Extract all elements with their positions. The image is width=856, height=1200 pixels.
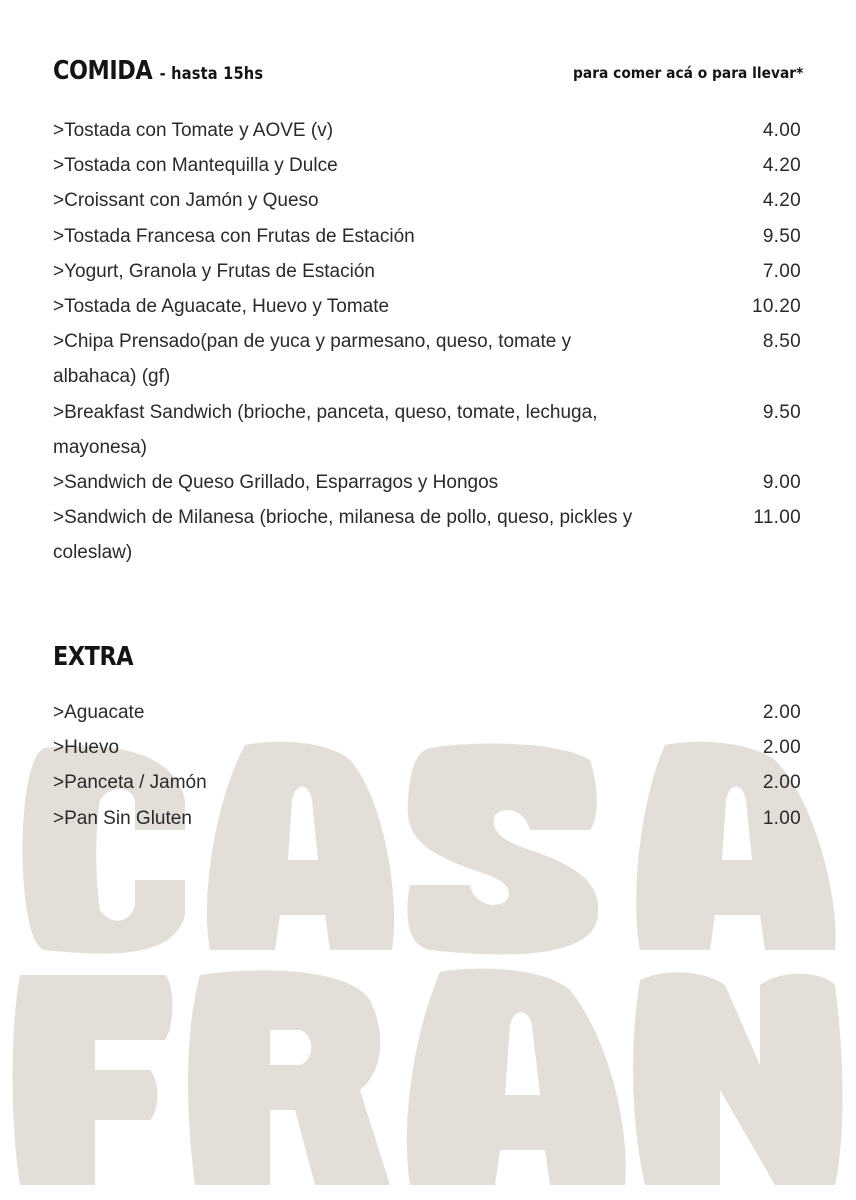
item-price: 9.00 <box>762 472 801 494</box>
item-price: 1.00 <box>762 807 801 829</box>
item-name: >Huevo <box>53 737 120 759</box>
comida-title-group <box>53 56 263 86</box>
item-price: 9.50 <box>762 225 801 247</box>
item-name: >Panceta / Jamón <box>53 772 207 794</box>
item-price: 9.50 <box>762 401 801 423</box>
menu-item <box>53 289 801 324</box>
item-name: >Sandwich de Milanesa (brioche, milanesa de pollo, queso, pickles y coleslaw) <box>53 507 633 564</box>
extra-header <box>53 642 803 682</box>
item-name: >Tostada de Aguacate, Huevo y Tomate <box>53 296 390 318</box>
item-price: 11.00 <box>753 507 801 529</box>
item-price: 4.20 <box>762 190 801 212</box>
menu-item <box>53 500 801 570</box>
item-price: 4.00 <box>762 120 801 141</box>
comida-list <box>53 113 801 571</box>
item-name: >Tostada con Tomate y AOVE (v) <box>53 120 334 141</box>
item-name: >Croissant con Jamón y Queso <box>53 190 319 212</box>
menu-item <box>53 113 801 148</box>
extra-title: EXTRA <box>53 642 134 672</box>
comida-note: para comer acá o para llevar* <box>572 64 803 82</box>
item-price: 2.00 <box>762 772 801 794</box>
item-price: 7.00 <box>762 260 801 282</box>
menu-item <box>53 219 801 254</box>
menu-item <box>53 695 801 730</box>
menu-item <box>53 730 801 765</box>
comida-title: COMIDA <box>53 56 153 86</box>
menu-item <box>53 465 801 500</box>
menu-item <box>53 148 801 183</box>
item-name: >Yogurt, Granola y Frutas de Estación <box>53 260 375 282</box>
extra-list <box>53 695 801 836</box>
menu-item <box>53 395 801 465</box>
item-name: >Sandwich de Queso Grillado, Esparragos y Hongos <box>53 472 499 494</box>
item-name: >Breakfast Sandwich (brioche, panceta, queso, tomate, lechuga, mayonesa) <box>53 401 598 458</box>
comida-subtitle: - hasta 15hs <box>159 64 264 84</box>
item-price: 10.20 <box>751 296 801 318</box>
item-name: >Tostada con Mantequilla y Dulce <box>53 155 338 177</box>
menu-item <box>53 801 801 836</box>
menu-item <box>53 324 801 394</box>
item-name: >Pan Sin Gluten <box>53 807 192 829</box>
item-name: >Aguacate <box>53 702 145 723</box>
item-price: 4.20 <box>762 155 801 177</box>
item-price: 2.00 <box>762 737 801 759</box>
menu-item <box>53 183 801 218</box>
item-price: 2.00 <box>762 702 801 723</box>
comida-header <box>53 56 803 96</box>
item-name: >Tostada Francesa con Frutas de Estación <box>53 225 415 247</box>
item-name: >Chipa Prensado(pan de yuca y parmesano, queso, tomate y albahaca) (gf) <box>53 331 572 388</box>
menu-item <box>53 765 801 800</box>
menu-item <box>53 254 801 289</box>
item-price: 8.50 <box>762 331 801 353</box>
